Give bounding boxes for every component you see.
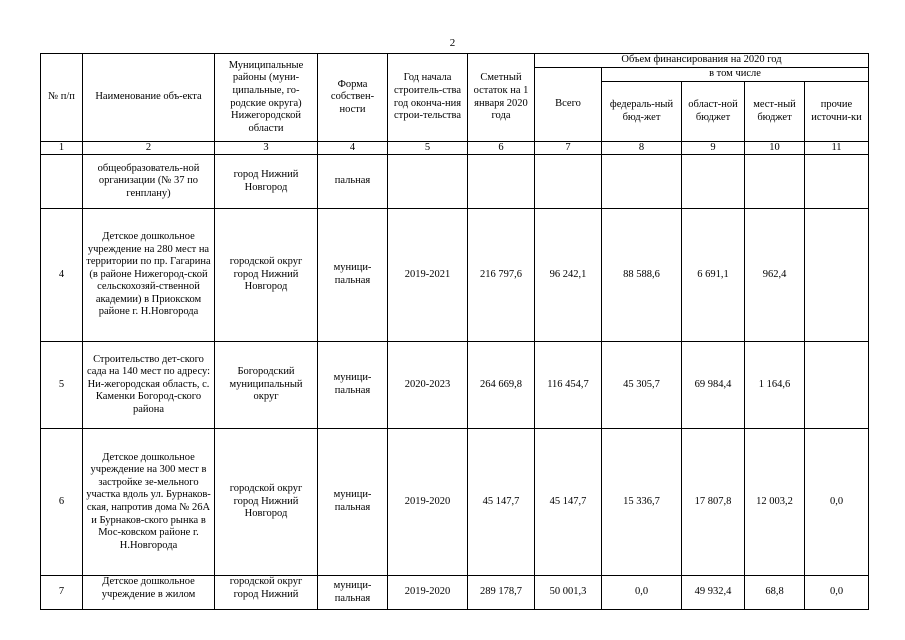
remaining: 264 669,8 <box>468 342 535 429</box>
row-num: 7 <box>41 576 83 610</box>
header-local: мест-ный бюджет <box>745 82 805 142</box>
local: 12 003,2 <box>745 429 805 576</box>
total: 96 242,1 <box>535 209 602 342</box>
header-funding-group: Объем финансирования на 2020 год <box>535 54 869 68</box>
column-number: 10 <box>745 142 805 155</box>
other: 0,0 <box>805 429 869 576</box>
column-numbers-row <box>41 142 869 155</box>
regional: 49 932,4 <box>682 576 745 610</box>
regional: 6 691,1 <box>682 209 745 342</box>
table-row <box>41 209 869 342</box>
header-ownership: Форма собствен-ности <box>318 54 388 142</box>
local <box>745 155 805 209</box>
row-num: 4 <box>41 209 83 342</box>
local: 68,8 <box>745 576 805 610</box>
federal: 15 336,7 <box>602 429 682 576</box>
header-name: Наименование объ-екта <box>83 54 215 142</box>
header-region: Муниципальные районы (муни-ципальные, го-родские округа) Нижегородской области <box>215 54 318 142</box>
region: город Нижний Новгород <box>215 155 318 209</box>
object-name: общеобразователь-ной организации (№ 37 по генплану) <box>83 155 215 209</box>
years: 2019-2020 <box>388 576 468 610</box>
other: 0,0 <box>805 576 869 610</box>
row-num <box>41 155 83 209</box>
federal: 0,0 <box>602 576 682 610</box>
federal: 88 588,6 <box>602 209 682 342</box>
header-including: в том числе <box>602 68 869 82</box>
other <box>805 209 869 342</box>
total: 116 454,7 <box>535 342 602 429</box>
years: 2019-2020 <box>388 429 468 576</box>
object-name: Детское дошкольное учреждение на 300 мест в застройке зе-мельного участка вдоль ул. Бурнаков-ская, напротив дома № 26А и Бурнаков-ского рынка в Мос-ковском районе г. Н.Новгорода <box>83 429 215 576</box>
years <box>388 155 468 209</box>
region: городской округ город Нижний Новгород <box>215 209 318 342</box>
region: Богородский муниципальный округ <box>215 342 318 429</box>
column-number: 6 <box>468 142 535 155</box>
remaining: 45 147,7 <box>468 429 535 576</box>
column-number: 7 <box>535 142 602 155</box>
local: 1 164,6 <box>745 342 805 429</box>
object-name: Строительство дет-ского сада на 140 мест по адресу: Ни-жегородская область, с. Каменки Богород-ского района <box>83 342 215 429</box>
other <box>805 155 869 209</box>
remaining <box>468 155 535 209</box>
row-num: 5 <box>41 342 83 429</box>
ownership: муници-пальная <box>318 429 388 576</box>
regional: 17 807,8 <box>682 429 745 576</box>
years: 2019-2021 <box>388 209 468 342</box>
header-num: № п/п <box>41 54 83 142</box>
table-row <box>41 342 869 429</box>
table-row <box>41 155 869 209</box>
header-other: прочие источни-ки <box>805 82 869 142</box>
header-regional: област-ной бюджет <box>682 82 745 142</box>
federal: 45 305,7 <box>602 342 682 429</box>
object-name: Детское дошкольное учреждение в жилом <box>83 576 215 610</box>
region: городской округ город Нижний Новгород <box>215 429 318 576</box>
column-number: 2 <box>83 142 215 155</box>
ownership: муници-пальная <box>318 576 388 610</box>
column-number: 8 <box>602 142 682 155</box>
total: 45 147,7 <box>535 429 602 576</box>
ownership: муници-пальная <box>318 342 388 429</box>
column-number: 11 <box>805 142 869 155</box>
region: городской округ город Нижний <box>215 576 318 610</box>
regional <box>682 155 745 209</box>
federal <box>602 155 682 209</box>
column-number: 5 <box>388 142 468 155</box>
years: 2020-2023 <box>388 342 468 429</box>
table-row <box>41 576 869 610</box>
header-remaining: Сметный остаток на 1 января 2020 года <box>468 54 535 142</box>
header-federal: федераль-ный бюд-жет <box>602 82 682 142</box>
ownership: пальная <box>318 155 388 209</box>
regional: 69 984,4 <box>682 342 745 429</box>
local: 962,4 <box>745 209 805 342</box>
column-number: 9 <box>682 142 745 155</box>
remaining: 216 797,6 <box>468 209 535 342</box>
total <box>535 155 602 209</box>
page-number: 2 <box>449 37 456 49</box>
table-row <box>41 429 869 576</box>
row-num: 6 <box>41 429 83 576</box>
header-total: Всего <box>535 68 602 142</box>
object-name: Детское дошкольное учреждение на 280 мест на территории по пр. Гагарина (в районе Нижегород-ской сельскохозяй-ственной академии) в Приокском районе г. Н.Новгорода <box>83 209 215 342</box>
other <box>805 342 869 429</box>
column-number: 1 <box>41 142 83 155</box>
ownership: муници-пальная <box>318 209 388 342</box>
total: 50 001,3 <box>535 576 602 610</box>
column-number: 3 <box>215 142 318 155</box>
column-number: 4 <box>318 142 388 155</box>
header-years: Год начала строитель-ства год оконча-ния строи-тельства <box>388 54 468 142</box>
financing-table <box>40 53 869 610</box>
remaining: 289 178,7 <box>468 576 535 610</box>
